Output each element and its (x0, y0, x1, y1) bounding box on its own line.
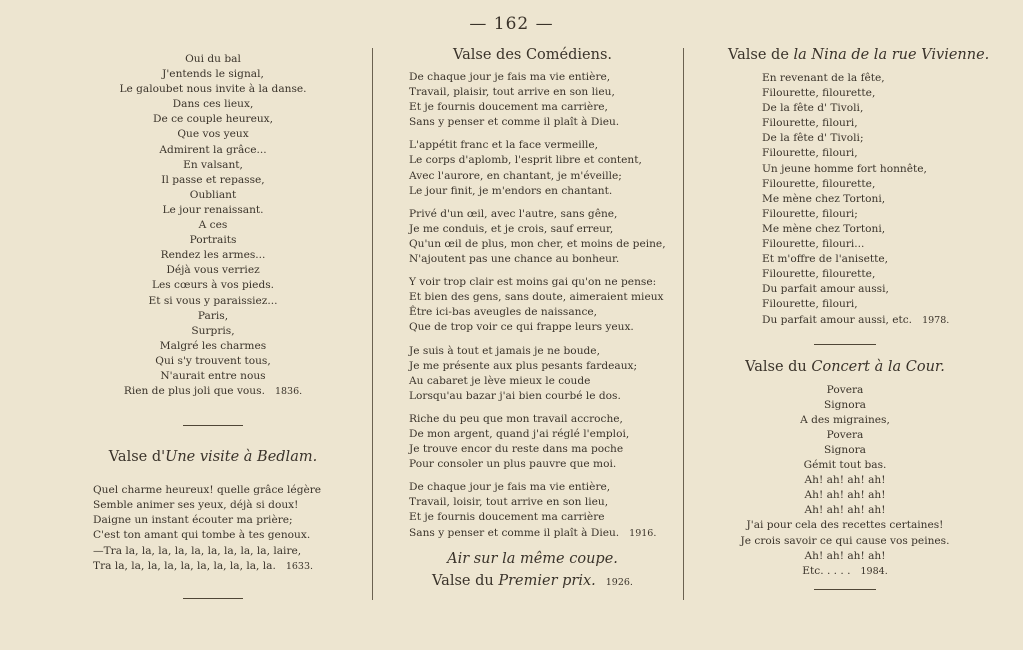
verse-line: Je me conduis, et je crois, sauf erreur, (409, 222, 614, 235)
air-note: Air sur la même coupe. (447, 550, 618, 567)
verse-line: Lorsqu'au bazar j'ai bien courbé le dos. (409, 389, 621, 402)
verse-line: Au cabaret je lève mieux le coude (409, 374, 591, 387)
verse-line: Sans y penser et comme il plaît à Dieu. 1916. (409, 526, 657, 539)
verse-line: Il passe et repasse, (161, 173, 265, 186)
verse-line: Ah! ah! ah! ah! (804, 549, 886, 562)
poem-concert (720, 383, 970, 579)
verse-line: Je crois savoir ce qui cause vos peines. (740, 534, 950, 547)
verse-line: De chaque jour je fais ma vie entière, (409, 71, 611, 83)
verse-line: De mon argent, quand j'ai réglé l'emploi, (409, 427, 630, 440)
verse-line: Semble animer ses yeux, déjà si doux! (93, 499, 299, 512)
verse-line: En valsant, (183, 158, 243, 171)
verse-line: Le corps d'aplomb, l'esprit libre et content, (409, 154, 642, 167)
verse-line: Malgré les charmes (159, 339, 267, 352)
verse-line: Portraits (189, 234, 237, 247)
verse-line: Etc. . . . . 1984. (802, 564, 888, 577)
poem-oui-du-bal (88, 52, 338, 399)
verse-line: Filourette, filourette, (762, 177, 876, 190)
verse-line: Signora (823, 398, 866, 411)
verse-line: Ah! ah! ah! ah! (804, 489, 886, 502)
year-number: 1984. (860, 565, 888, 577)
year-number: 1836. (274, 386, 303, 398)
verse-line: Sans y penser et comme il plaît à Dieu. (409, 116, 620, 129)
verse-line: N'ajoutent pas une chance au bonheur. (409, 253, 620, 266)
stanza (409, 207, 670, 267)
verse-line: Les cœurs à vos pieds. (151, 279, 275, 292)
verse-line: Travail, loisir, tout arrive en son lieu, (409, 496, 609, 509)
verse-line: Oui du bal (185, 53, 241, 65)
verse-line: Un jeune homme fort honnête, (762, 162, 927, 175)
verse-line: De la fête d' Tivoli; (762, 132, 864, 145)
verse-line: —Tra la, la, la, la, la, la, la, la, la, laire, (93, 544, 302, 557)
verse-line: Qui s'y trouvent tous, (155, 354, 271, 367)
verse-line: Et m'offre de l'anisette, (762, 253, 889, 266)
stanza (409, 138, 670, 198)
verse-line: Surpris, (191, 324, 235, 337)
verse-line: Du parfait amour aussi, etc. 1978. (762, 313, 950, 326)
verse-line: Avec l'aurore, en chantant, je m'éveille; (409, 169, 622, 182)
poem-nina (720, 71, 970, 328)
song-title-concert: Valse du Concert à la Cour. (745, 358, 945, 375)
verse-line: A ces (198, 219, 228, 232)
verse-line: Filourette, filouri; (762, 207, 858, 220)
stanza (409, 275, 670, 335)
verse-line: Ah! ah! ah! ah! (804, 474, 886, 487)
verse-line: Quel charme heureux! quelle grâce légère (93, 484, 322, 497)
verse-line: L'appétit franc et la face vermeille, (409, 139, 598, 152)
verse-line: Y voir trop clair est moins gai qu'on ne pense: (409, 276, 657, 289)
verse-line: Paris, (197, 309, 229, 322)
verse-line: Privé d'un œil, avec l'autre, sans gêne, (409, 207, 618, 220)
verse-line: Être ici-bas aveugles de naissance, (409, 306, 598, 319)
verse-line: Signora (823, 443, 866, 456)
page-number: — 162 — (469, 14, 554, 34)
year-number: 1916. (629, 527, 657, 539)
verse-line: N'aurait entre nous (160, 369, 266, 382)
song-title-comediens: Valse des Comédiens. (452, 47, 612, 63)
verse-line: Que de trop voir ce qui frappe leurs yeux. (409, 321, 634, 334)
verse-line: Travail, plaisir, tout arrive en son lieu, (409, 86, 615, 99)
verse-line: Riche du peu que mon travail accroche, (409, 412, 623, 425)
verse-line: Gémit tout bas. (803, 459, 887, 472)
stanza (409, 412, 670, 472)
verse-line: De ce couple heureux, (152, 113, 274, 126)
stanza (409, 70, 670, 130)
verse-line: Filourette, filourette, (762, 268, 876, 281)
verse-line: J'entends le signal, (162, 68, 264, 81)
verse-line: Le jour finit, je m'endors en chantant. (409, 184, 613, 197)
year-number: 1633. (285, 560, 314, 572)
section-rule (183, 598, 243, 599)
verse-line: Tra la, la, la, la, la, la, la, la, la, la. 1633. (93, 559, 314, 572)
verse-line: Daigne un instant écouter ma prière; (93, 514, 293, 527)
verse-line: Rendez les armes... (160, 249, 266, 262)
column-left (88, 45, 338, 599)
verse-line: Filourette, filouri, (762, 298, 858, 311)
verse-line: Et si vous y paraissiez... (148, 294, 278, 307)
verse-line: Je me présente aux plus pesants fardeaux; (409, 359, 638, 372)
verse-line: Filourette, filouri, (762, 117, 858, 130)
verse-line: Povera (826, 428, 864, 441)
year-number: 1978. (922, 314, 950, 326)
verse-line: Que vos yeux (177, 128, 249, 141)
verse-line: Oubliant (189, 188, 237, 201)
verse-line: Me mène chez Tortoni, (762, 192, 886, 205)
section-rule (183, 425, 243, 426)
verse-line: Déjà vous verriez (166, 264, 260, 277)
song-title-nina: Valse de la Nina de la rue Vivienne. (728, 47, 990, 63)
column-divider (683, 48, 684, 600)
verse-line: Et bien des gens, sans doute, aimeraient mieux (409, 291, 664, 304)
stanza (409, 480, 670, 540)
verse-line: Rien de plus joli que vous. 1836. (123, 385, 303, 398)
section-rule (814, 344, 876, 345)
verse-line: Pour consoler un plus pauvre que moi. (409, 458, 617, 471)
verse-line: Et je fournis doucement ma carrière (409, 511, 605, 524)
verse-line: C'est ton amant qui tombe à tes genoux. (93, 529, 311, 542)
verse-line: Je trouve encor du reste dans ma poche (409, 443, 624, 456)
verse-line: De chaque jour je fais ma vie entière, (409, 481, 611, 494)
verse-line: Qu'un œil de plus, mon cher, et moins de peine, (409, 237, 666, 250)
verse-line: Je suis à tout et jamais je ne boude, (409, 344, 600, 357)
column-right (720, 45, 990, 590)
verse-line: Filourette, filourette, (762, 87, 876, 100)
verse-line: Filourette, filouri, (762, 147, 858, 160)
section-rule (814, 589, 876, 590)
stanza (409, 344, 670, 404)
verse-line: Et je fournis doucement ma carrière, (409, 101, 608, 114)
verse-line: Admirent la grâce... (159, 143, 267, 156)
verse-line: Le jour renaissant. (162, 203, 264, 216)
verse-line: Ah! ah! ah! ah! (804, 504, 886, 517)
poem-comediens (395, 70, 670, 541)
column-middle (395, 45, 670, 593)
verse-line: J'ai pour cela des recettes certaines! (746, 519, 944, 532)
verse-line: A des migraines, (800, 413, 890, 426)
verse-line: De la fête d' Tivoli, (762, 102, 864, 115)
verse-line: Me mène chez Tortoni, (762, 222, 886, 235)
song-title-premier-prix: Valse du Premier prix. 1926. (432, 572, 633, 589)
verse-line: Dans ces lieux, (172, 98, 254, 111)
verse-line: Filourette, filouri... (762, 238, 865, 251)
poem-bedlam (88, 483, 338, 574)
verse-line: Le galoubet nous invite à la danse. (119, 83, 307, 96)
verse-line: Povera (826, 383, 864, 396)
column-divider (372, 48, 373, 600)
verse-line: Du parfait amour aussi, (762, 283, 889, 296)
verse-line: En revenant de la fête, (762, 72, 885, 84)
song-title-bedlam: Valse d'Une visite à Bedlam. (108, 449, 318, 466)
